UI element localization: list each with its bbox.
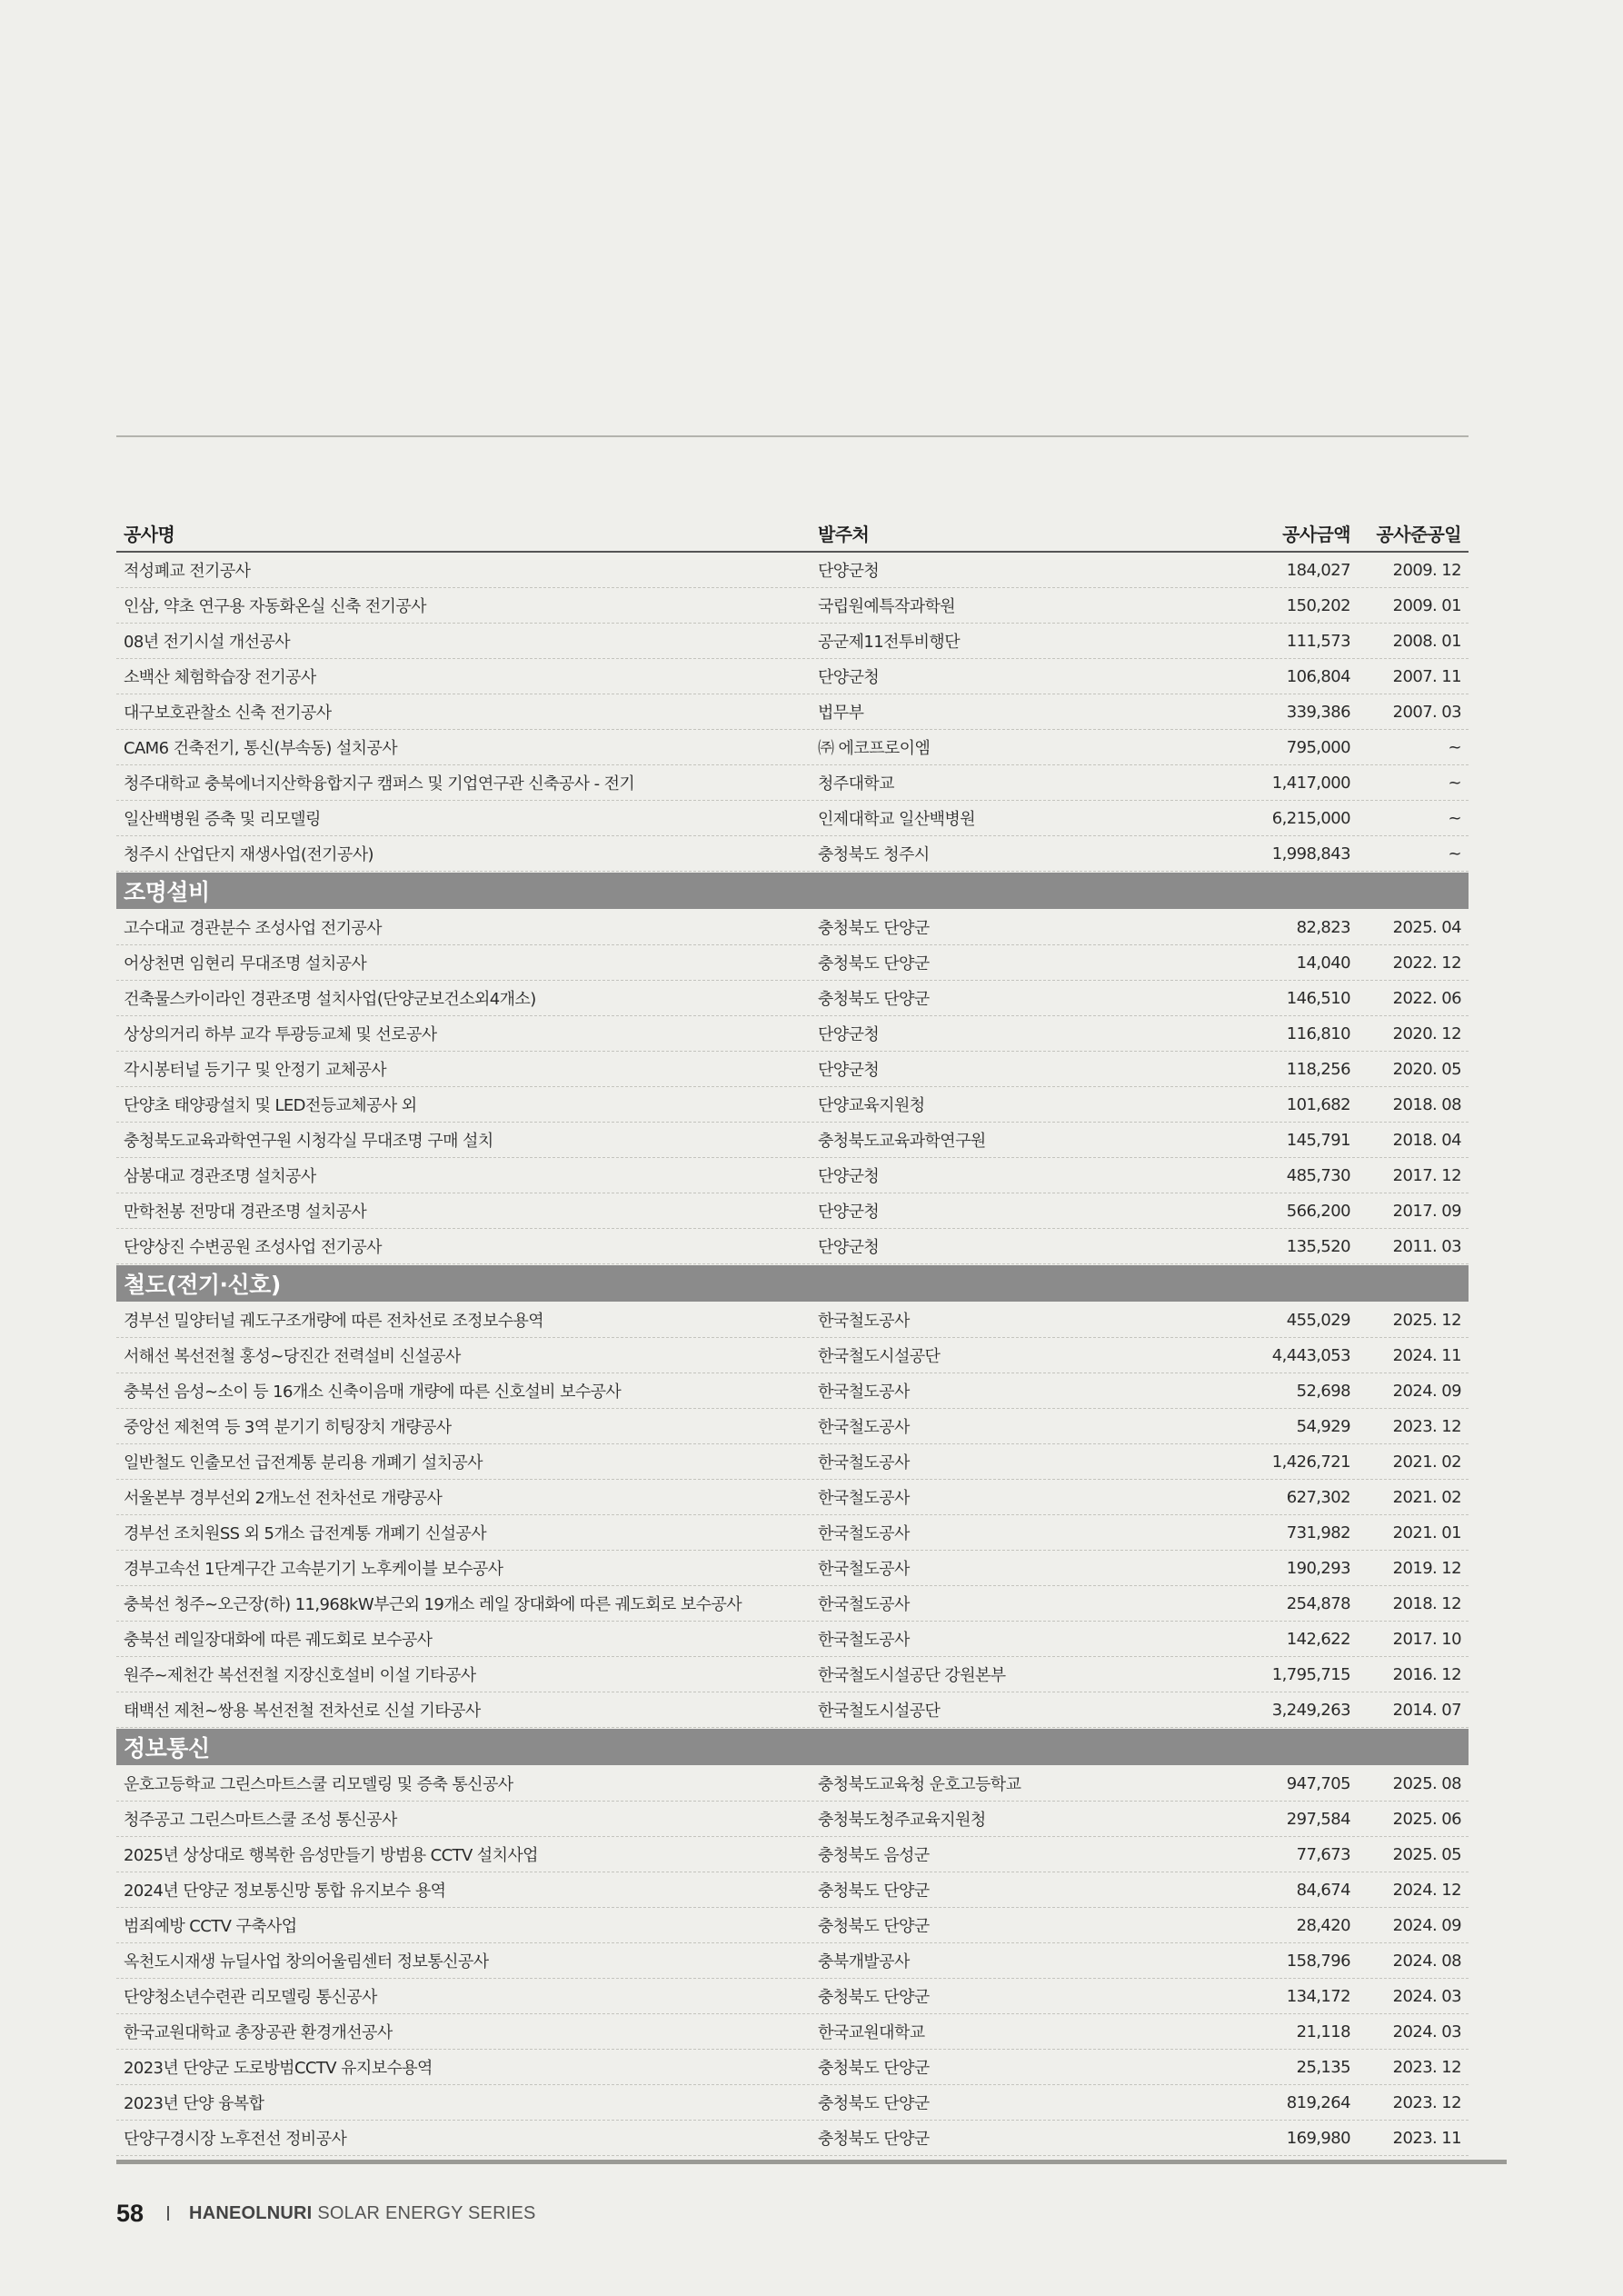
cell-owner: 충청북도 음성군 xyxy=(818,1846,930,1865)
table-row xyxy=(116,1692,1469,1728)
table-row xyxy=(116,1872,1469,1908)
section-heading: 조명설비 xyxy=(116,873,1469,909)
cell-amount: 150,202 xyxy=(1286,595,1350,615)
table-row xyxy=(116,1657,1469,1692)
cell-amount: 14,040 xyxy=(1296,953,1350,973)
cell-project-name: 경부고속선 1단계구간 고속분기기 노후케이블 보수공사 xyxy=(124,1560,503,1579)
cell-owner: 단양교육지원청 xyxy=(818,1096,925,1115)
cell-completion-date: 2018. 04 xyxy=(1392,1130,1461,1150)
table-row xyxy=(116,553,1469,588)
table-row xyxy=(116,624,1469,659)
table-row xyxy=(116,1409,1469,1444)
cell-project-name: 충북선 음성~소이 등 16개소 신축이음매 개량에 따른 신호설비 보수공사 xyxy=(124,1383,622,1402)
cell-owner: 충청북도 청주시 xyxy=(818,845,930,864)
cell-amount: 135,520 xyxy=(1286,1236,1350,1256)
cell-completion-date: 2024. 09 xyxy=(1392,1915,1461,1935)
cell-amount: 25,135 xyxy=(1296,2057,1350,2077)
header-date: 공사준공일 xyxy=(1376,523,1461,545)
cell-owner: 단양군청 xyxy=(818,1203,880,1222)
cell-project-name: 대구보호관찰소 신축 전기공사 xyxy=(124,704,332,723)
cell-owner: 충청북도 단양군 xyxy=(818,990,930,1009)
cell-owner: 한국철도공사 xyxy=(818,1595,910,1614)
cell-amount: 1,795,715 xyxy=(1271,1664,1350,1684)
cell-project-name: 서해선 복선전철 홍성~당진간 전력설비 신설공사 xyxy=(124,1347,461,1366)
table-row xyxy=(116,694,1469,730)
table-row xyxy=(116,1444,1469,1480)
cell-owner: ㈜ 에코프로이엠 xyxy=(818,739,931,758)
table-row xyxy=(116,2050,1469,2085)
cell-completion-date: 2023. 12 xyxy=(1392,1416,1461,1436)
cell-amount: 145,791 xyxy=(1286,1130,1350,1150)
cell-amount: 190,293 xyxy=(1286,1558,1350,1578)
cell-amount: 819,264 xyxy=(1286,2092,1350,2112)
cell-project-name: 청주시 산업단지 재생사업(전기공사) xyxy=(124,845,373,864)
cell-completion-date: 2020. 05 xyxy=(1392,1059,1461,1079)
cell-amount: 297,584 xyxy=(1286,1809,1350,1829)
table-row xyxy=(116,1016,1469,1052)
cell-owner: 단양군청 xyxy=(818,1238,880,1257)
cell-project-name: CAM6 건축전기, 통신(부속동) 설치공사 xyxy=(124,739,398,758)
cell-owner: 충청북도 단양군 xyxy=(818,1917,930,1936)
bottom-divider xyxy=(116,2160,1507,2164)
cell-owner: 한국철도공사 xyxy=(818,1383,910,1402)
cell-project-name: 고수대교 경관분수 조성사업 전기공사 xyxy=(124,919,382,938)
table-row xyxy=(116,945,1469,981)
cell-amount: 101,682 xyxy=(1286,1094,1350,1114)
cell-project-name: 경부선 조치원SS 외 5개소 급전계통 개폐기 신설공사 xyxy=(124,1524,486,1543)
cell-completion-date: 2021. 02 xyxy=(1392,1452,1461,1472)
cell-completion-date: ~ xyxy=(1448,773,1461,793)
cell-owner: 단양군청 xyxy=(818,1061,880,1080)
cell-owner: 한국교원대학교 xyxy=(818,2023,925,2042)
cell-project-name: 단양구경시장 노후전선 정비공사 xyxy=(124,2130,347,2149)
cell-amount: 134,172 xyxy=(1286,1986,1350,2006)
cell-completion-date: 2024. 03 xyxy=(1392,2021,1461,2041)
cell-project-name: 소백산 체험학습장 전기공사 xyxy=(124,668,316,687)
section-heading: 정보통신 xyxy=(116,1729,1469,1765)
cell-completion-date: 2008. 01 xyxy=(1392,631,1461,651)
cell-owner: 단양군청 xyxy=(818,1025,880,1044)
cell-owner: 단양군청 xyxy=(818,562,880,581)
cell-project-name: 인삼, 약초 연구용 자동화온실 신축 전기공사 xyxy=(124,597,426,616)
cell-owner: 충청북도 단양군 xyxy=(818,2130,930,2149)
cell-owner: 한국철도공사 xyxy=(818,1312,910,1331)
cell-amount: 158,796 xyxy=(1286,1951,1350,1971)
cell-amount: 21,118 xyxy=(1296,2021,1350,2041)
table-row xyxy=(116,1193,1469,1229)
cell-project-name: 일산백병원 증축 및 리모델링 xyxy=(124,810,321,829)
cell-completion-date: ~ xyxy=(1448,808,1461,828)
cell-completion-date: 2023. 11 xyxy=(1392,2128,1461,2148)
cell-project-name: 삼봉대교 경관조명 설치공사 xyxy=(124,1167,316,1186)
table-row xyxy=(116,981,1469,1016)
cell-amount: 146,510 xyxy=(1286,988,1350,1008)
cell-amount: 82,823 xyxy=(1296,917,1350,937)
footer-separator xyxy=(167,2206,169,2221)
header-owner: 발주처 xyxy=(818,523,870,545)
table-row xyxy=(116,659,1469,694)
cell-project-name: 어상천면 임현리 무대조명 설치공사 xyxy=(124,954,367,973)
cell-owner: 법무부 xyxy=(818,704,864,723)
cell-completion-date: 2025. 08 xyxy=(1392,1773,1461,1793)
cell-owner: 한국철도공사 xyxy=(818,1489,910,1508)
cell-completion-date: 2025. 04 xyxy=(1392,917,1461,937)
table-row xyxy=(116,1123,1469,1158)
cell-owner: 충청북도 단양군 xyxy=(818,954,930,973)
table-body xyxy=(116,553,1469,2156)
cell-completion-date: 2017. 10 xyxy=(1392,1629,1461,1649)
cell-amount: 947,705 xyxy=(1286,1773,1350,1793)
cell-amount: 28,420 xyxy=(1296,1915,1350,1935)
cell-completion-date: 2022. 06 xyxy=(1392,988,1461,1008)
cell-amount: 54,929 xyxy=(1296,1416,1350,1436)
cell-project-name: 2023년 단양 융복합 xyxy=(124,2094,264,2113)
cell-amount: 627,302 xyxy=(1286,1487,1350,1507)
cell-project-name: 2025년 상상대로 행복한 음성만들기 방범용 CCTV 설치사업 xyxy=(124,1846,538,1865)
cell-completion-date: 2024. 08 xyxy=(1392,1951,1461,1971)
cell-amount: 3,249,263 xyxy=(1271,1700,1350,1720)
cell-project-name: 청주대학교 충북에너지산학융합지구 캠퍼스 및 기업연구관 신축공사 - 전기 xyxy=(124,774,635,794)
cell-completion-date: 2011. 03 xyxy=(1392,1236,1461,1256)
cell-completion-date: 2021. 01 xyxy=(1392,1522,1461,1542)
header-amount: 공사금액 xyxy=(1282,523,1350,545)
top-divider xyxy=(116,435,1469,437)
cell-amount: 1,417,000 xyxy=(1271,773,1350,793)
cell-owner: 충청북도교육과학연구원 xyxy=(818,1132,986,1151)
cell-amount: 455,029 xyxy=(1286,1310,1350,1330)
table-row xyxy=(116,1303,1469,1338)
table-row xyxy=(116,1586,1469,1622)
cell-completion-date: 2024. 09 xyxy=(1392,1381,1461,1401)
cell-amount: 485,730 xyxy=(1286,1165,1350,1185)
cell-project-name: 청주공고 그린스마트스쿨 조성 통신공사 xyxy=(124,1811,397,1830)
cell-amount: 566,200 xyxy=(1286,1201,1350,1221)
cell-completion-date: 2025. 06 xyxy=(1392,1809,1461,1829)
table-row xyxy=(116,1158,1469,1193)
cell-amount: 142,622 xyxy=(1286,1629,1350,1649)
cell-project-name: 범죄예방 CCTV 구축사업 xyxy=(124,1917,297,1936)
cell-amount: 77,673 xyxy=(1296,1844,1350,1864)
cell-project-name: 일반철도 인출모선 급전계통 분리용 개폐기 설치공사 xyxy=(124,1453,483,1472)
cell-project-name: 상상의거리 하부 교각 투광등교체 및 선로공사 xyxy=(124,1025,437,1044)
cell-owner: 국립원예특작과학원 xyxy=(818,597,956,616)
cell-owner: 충청북도청주교육지원청 xyxy=(818,1811,986,1830)
cell-project-name: 한국교원대학교 총장공관 환경개선공사 xyxy=(124,2023,393,2042)
table-row xyxy=(116,1908,1469,1943)
cell-completion-date: 2018. 12 xyxy=(1392,1593,1461,1613)
cell-amount: 169,980 xyxy=(1286,2128,1350,2148)
footer-brand: HANEOLNURI xyxy=(189,2202,313,2223)
cell-owner: 한국철도공사 xyxy=(818,1631,910,1650)
cell-completion-date: 2025. 05 xyxy=(1392,1844,1461,1864)
table-row xyxy=(116,1979,1469,2014)
cell-project-name: 충북선 레일장대화에 따른 궤도회로 보수공사 xyxy=(124,1631,433,1650)
table-row xyxy=(116,2014,1469,2050)
cell-project-name: 태백선 제천~쌍용 복선전철 전차선로 신설 기타공사 xyxy=(124,1702,481,1721)
table-row xyxy=(116,1766,1469,1802)
table-row xyxy=(116,836,1469,872)
cell-completion-date: 2018. 08 xyxy=(1392,1094,1461,1114)
cell-owner: 충청북도 단양군 xyxy=(818,2059,930,2078)
table-row xyxy=(116,801,1469,836)
cell-completion-date: 2016. 12 xyxy=(1392,1664,1461,1684)
project-table xyxy=(116,514,1469,2156)
cell-amount: 731,982 xyxy=(1286,1522,1350,1542)
cell-owner: 청주대학교 xyxy=(818,774,894,794)
cell-project-name: 운호고등학교 그린스마트스쿨 리모델링 및 증축 통신공사 xyxy=(124,1775,513,1794)
cell-completion-date: 2021. 02 xyxy=(1392,1487,1461,1507)
cell-amount: 4,443,053 xyxy=(1271,1345,1350,1365)
table-row xyxy=(116,1943,1469,1979)
cell-project-name: 각시봉터널 등기구 및 안정기 교체공사 xyxy=(124,1061,387,1080)
cell-amount: 184,027 xyxy=(1286,560,1350,580)
table-row xyxy=(116,2121,1469,2156)
cell-completion-date: 2007. 03 xyxy=(1392,702,1461,722)
cell-project-name: 단양청소년수련관 리모델링 통신공사 xyxy=(124,1988,377,2007)
cell-owner: 충청북도 단양군 xyxy=(818,2094,930,2113)
footer-series: SOLAR ENERGY SERIES xyxy=(317,2202,536,2223)
table-row xyxy=(116,1052,1469,1087)
header-name: 공사명 xyxy=(124,523,175,545)
cell-owner: 공군제11전투비행단 xyxy=(818,633,961,652)
cell-amount: 111,573 xyxy=(1286,631,1350,651)
table-row xyxy=(116,1837,1469,1872)
cell-owner: 단양군청 xyxy=(818,1167,880,1186)
cell-project-name: 서울본부 경부선외 2개노선 전차선로 개량공사 xyxy=(124,1489,443,1508)
cell-amount: 106,804 xyxy=(1286,666,1350,686)
cell-amount: 339,386 xyxy=(1286,702,1350,722)
cell-owner: 한국철도시설공단 강원본부 xyxy=(818,1666,1006,1685)
cell-project-name: 2024년 단양군 정보통신망 통합 유지보수 용역 xyxy=(124,1882,446,1901)
cell-amount: 1,426,721 xyxy=(1271,1452,1350,1472)
table-row xyxy=(116,588,1469,624)
cell-amount: 254,878 xyxy=(1286,1593,1350,1613)
cell-project-name: 충청북도교육과학연구원 시청각실 무대조명 구매 설치 xyxy=(124,1132,493,1151)
section-heading: 철도(전기·신호) xyxy=(116,1265,1469,1302)
cell-owner: 충청북도교육청 운호고등학교 xyxy=(818,1775,1021,1794)
cell-project-name: 경부선 밀양터널 궤도구조개량에 따른 전차선로 조정보수용역 xyxy=(124,1312,544,1331)
table-row xyxy=(116,1802,1469,1837)
cell-project-name: 2023년 단양군 도로방범CCTV 유지보수용역 xyxy=(124,2059,433,2078)
cell-project-name: 만학천봉 전망대 경관조명 설치공사 xyxy=(124,1203,367,1222)
cell-owner: 한국철도시설공단 xyxy=(818,1702,941,1721)
cell-completion-date: 2009. 01 xyxy=(1392,595,1461,615)
cell-completion-date: 2024. 12 xyxy=(1392,1880,1461,1900)
table-header xyxy=(116,514,1469,553)
cell-completion-date: 2023. 12 xyxy=(1392,2057,1461,2077)
table-row xyxy=(116,765,1469,801)
cell-owner: 충북개발공사 xyxy=(818,1952,910,1972)
cell-project-name: 원주~제천간 복선전철 지장신호설비 이설 기타공사 xyxy=(124,1666,476,1685)
cell-owner: 한국철도시설공단 xyxy=(818,1347,941,1366)
cell-owner: 한국철도공사 xyxy=(818,1418,910,1437)
cell-completion-date: 2024. 03 xyxy=(1392,1986,1461,2006)
cell-completion-date: 2023. 12 xyxy=(1392,2092,1461,2112)
table-row xyxy=(116,1480,1469,1515)
table-row xyxy=(116,1622,1469,1657)
cell-amount: 116,810 xyxy=(1286,1023,1350,1043)
cell-amount: 84,674 xyxy=(1296,1880,1350,1900)
page-number: 58 xyxy=(116,2199,144,2227)
cell-completion-date: 2014. 07 xyxy=(1392,1700,1461,1720)
cell-project-name: 단양초 태양광설치 및 LED전등교체공사 외 xyxy=(124,1096,417,1115)
cell-amount: 52,698 xyxy=(1296,1381,1350,1401)
cell-owner: 충청북도 단양군 xyxy=(818,919,930,938)
cell-owner: 충청북도 단양군 xyxy=(818,1882,930,1901)
cell-amount: 795,000 xyxy=(1286,737,1350,757)
cell-completion-date: 2020. 12 xyxy=(1392,1023,1461,1043)
cell-project-name: 중앙선 제천역 등 3역 분기기 히팅장치 개량공사 xyxy=(124,1418,452,1437)
table-row xyxy=(116,1229,1469,1264)
page-footer xyxy=(116,2200,536,2227)
table-row xyxy=(116,1087,1469,1123)
table-row xyxy=(116,910,1469,945)
cell-owner: 한국철도공사 xyxy=(818,1560,910,1579)
cell-amount: 6,215,000 xyxy=(1271,808,1350,828)
cell-completion-date: 2017. 09 xyxy=(1392,1201,1461,1221)
cell-project-name: 옥천도시재생 뉴딜사업 창의어울림센터 정보통신공사 xyxy=(124,1952,489,1972)
cell-owner: 인제대학교 일산백병원 xyxy=(818,810,976,829)
cell-amount: 118,256 xyxy=(1286,1059,1350,1079)
table-row xyxy=(116,2085,1469,2121)
cell-completion-date: ~ xyxy=(1448,844,1461,863)
cell-project-name: 건축물스카이라인 경관조명 설치사업(단양군보건소외4개소) xyxy=(124,990,536,1009)
table-row xyxy=(116,1338,1469,1373)
table-row xyxy=(116,1515,1469,1551)
table-row xyxy=(116,1551,1469,1586)
table-row xyxy=(116,730,1469,765)
cell-project-name: 08년 전기시설 개선공사 xyxy=(124,633,291,652)
cell-owner: 한국철도공사 xyxy=(818,1453,910,1472)
cell-completion-date: 2007. 11 xyxy=(1392,666,1461,686)
cell-completion-date: 2009. 12 xyxy=(1392,560,1461,580)
cell-completion-date: ~ xyxy=(1448,737,1461,757)
cell-owner: 한국철도공사 xyxy=(818,1524,910,1543)
cell-completion-date: 2022. 12 xyxy=(1392,953,1461,973)
cell-owner: 충청북도 단양군 xyxy=(818,1988,930,2007)
cell-project-name: 적성폐교 전기공사 xyxy=(124,562,251,581)
cell-completion-date: 2017. 12 xyxy=(1392,1165,1461,1185)
cell-project-name: 단양상진 수변공원 조성사업 전기공사 xyxy=(124,1238,382,1257)
cell-owner: 단양군청 xyxy=(818,668,880,687)
cell-amount: 1,998,843 xyxy=(1271,844,1350,863)
cell-completion-date: 2024. 11 xyxy=(1392,1345,1461,1365)
table-row xyxy=(116,1373,1469,1409)
cell-project-name: 충북선 청주~오근장(하) 11,968kW부근외 19개소 레일 장대화에 따른 궤도회로 보수공사 xyxy=(124,1595,742,1614)
cell-completion-date: 2019. 12 xyxy=(1392,1558,1461,1578)
cell-completion-date: 2025. 12 xyxy=(1392,1310,1461,1330)
